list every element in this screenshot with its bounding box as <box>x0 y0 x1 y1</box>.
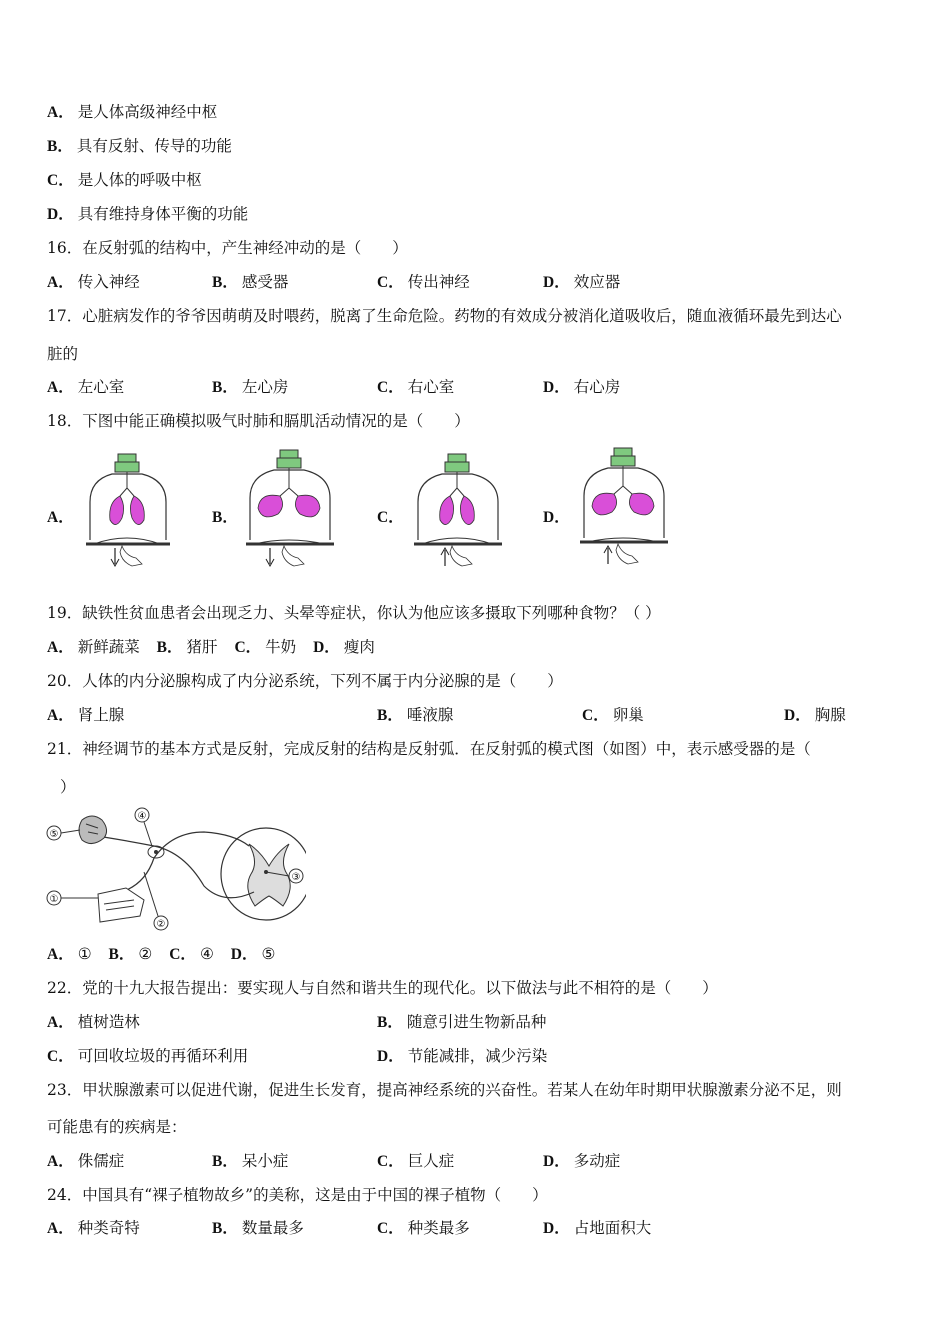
q18-label-d: D． <box>543 509 570 526</box>
q18-label-a: A． <box>47 509 74 526</box>
q16-option-b: B． 感受器 <box>212 273 289 291</box>
question-21-stem-cont: ） <box>60 778 76 796</box>
q21-options <box>47 944 275 965</box>
q16-option-c: C． 传出神经 <box>377 273 470 291</box>
q18-label-c: C． <box>377 509 404 526</box>
q19-options <box>47 637 375 658</box>
q19-option-d: D． 瘦肉 <box>313 638 375 656</box>
question-23-stem-cont: 可能患有的疾病是： <box>47 1118 187 1136</box>
q24-option-c: C． 种类最多 <box>377 1219 470 1237</box>
q21-option-d: D． ⑤ <box>230 945 276 963</box>
q23-option-c: C． 巨人症 <box>377 1152 455 1170</box>
q21-option-c: C． ④ <box>169 945 214 963</box>
label-3: ③ <box>291 872 301 883</box>
question-17-stem: 17．心脏病发作的爷爷因萌萌及时喂药，脱离了生命危险。药物的有效成分被消化道吸收后，随血液循环最先到达心 <box>47 307 842 325</box>
label-1: ① <box>49 894 59 905</box>
q17-option-c: C． 右心室 <box>377 378 455 396</box>
q22-option-c: C． 可回收垃圾的再循环利用 <box>47 1047 249 1065</box>
bell-jar-model-c <box>412 452 504 570</box>
q20-option-b: B． 唾液腺 <box>377 706 454 724</box>
q22-option-d: D． 节能减排，减少污染 <box>377 1047 548 1065</box>
q18-label-b: B． <box>212 509 238 526</box>
label-2: ② <box>156 919 166 930</box>
q19-option-b: B． 猪肝 <box>156 638 218 656</box>
question-17-stem-cont: 脏的 <box>47 345 79 363</box>
q24-option-d: D． 占地面积大 <box>543 1219 652 1237</box>
q24-option-a: A． 种类奇特 <box>47 1219 140 1237</box>
q24-option-b: B． 数量最多 <box>212 1219 304 1237</box>
option-d: D． 具有维持身体平衡的功能 <box>47 205 249 223</box>
q16-option-a: A． 传入神经 <box>47 273 140 291</box>
q23-option-a: A． 侏儒症 <box>47 1152 125 1170</box>
q19-option-a: A． 新鲜蔬菜 <box>47 638 140 656</box>
q16-option-d: D． 效应器 <box>543 273 621 291</box>
q20-option-d: D． 胸腺 <box>784 706 846 724</box>
label-4: ④ <box>137 811 147 822</box>
option-b: B． 具有反射、传导的功能 <box>47 137 232 155</box>
bell-jar-model-b <box>244 448 336 570</box>
q22-option-a: A． 植树造林 <box>47 1013 140 1031</box>
q23-option-d: D． 多动症 <box>543 1152 621 1170</box>
q17-option-a: A． 左心室 <box>47 378 125 396</box>
question-22-stem: 22．党的十九大报告提出：要实现人与自然和谐共生的现代化。以下做法与此不相符的是（ ） <box>47 979 718 997</box>
q20-option-a: A． 肾上腺 <box>47 706 125 724</box>
question-19-stem: 19．缺铁性贫血患者会出现乏力、头晕等症状，你认为他应该多摄取下列哪种食物？（ ） <box>47 604 661 622</box>
question-16-stem: 16．在反射弧的结构中，产生神经冲动的是（ ） <box>47 239 408 257</box>
question-20-stem: 20．人体的内分泌腺构成了内分泌系统，下列不属于内分泌腺的是（ ） <box>47 672 563 690</box>
reflex-arc-diagram <box>44 806 306 932</box>
option-c: C． 是人体的呼吸中枢 <box>47 171 202 189</box>
question-24-stem: 24．中国具有“裸子植物故乡”的美称，这是由于中国的裸子植物（ ） <box>47 1186 548 1204</box>
q20-option-c: C． 卵巢 <box>582 706 644 724</box>
q22-option-b: B． 随意引进生物新品种 <box>377 1013 547 1031</box>
question-23-stem: 23．甲状腺激素可以促进代谢，促进生长发育，提高神经系统的兴奋性。若某人在幼年时期甲状腺激素分泌不足，则 <box>47 1081 842 1099</box>
bell-jar-model-d <box>578 446 670 570</box>
q19-option-c: C． 牛奶 <box>234 638 297 656</box>
question-18-stem: 18．下图中能正确模拟吸气时肺和膈肌活动情况的是（ ） <box>47 412 470 430</box>
bell-jar-model-a <box>82 452 174 570</box>
q17-option-d: D． 右心房 <box>543 378 621 396</box>
question-21-stem: 21．神经调节的基本方式是反射，完成反射的结构是反射弧．在反射弧的模式图（如图）中，表示感受器的是（ <box>47 740 811 758</box>
q21-option-b: B． ② <box>108 945 153 963</box>
q23-option-b: B． 呆小症 <box>212 1152 289 1170</box>
q17-option-b: B． 左心房 <box>212 378 289 396</box>
option-a: A． 是人体高级神经中枢 <box>47 103 218 121</box>
q21-option-a: A． ① <box>47 945 92 963</box>
label-5: ⑤ <box>49 829 59 840</box>
